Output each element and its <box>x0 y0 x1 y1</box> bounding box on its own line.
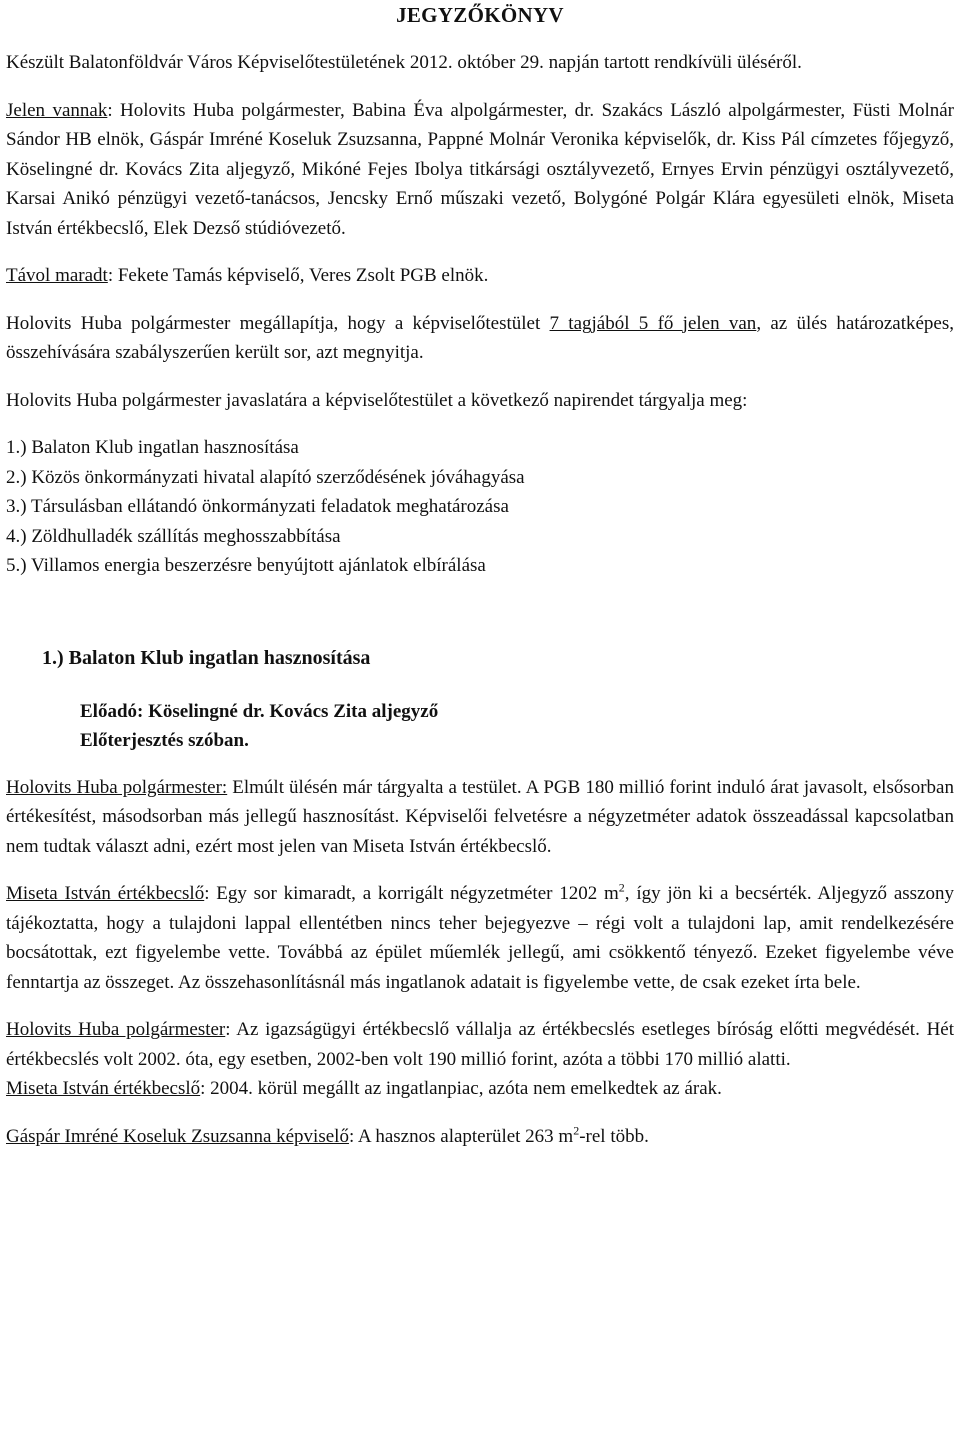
agenda-item: 1.) Balaton Klub ingatlan hasznosítása <box>6 437 299 458</box>
section-presenter: Előadó: Köselingné dr. Kovács Zita aljegyző <box>80 700 439 722</box>
section-title: 1.) Balaton Klub ingatlan hasznosítása <box>42 646 371 669</box>
document-title: JEGYZŐKÖNYV <box>396 3 564 27</box>
speech-text: , így jön ki a becsérték. Aljegyző asszony tájékoztatta, hogy a tulajdoni lappal ellentétben nincs teher bejegyezve – régi volt a tulajdoni lap, amit rendelkezésére bocsátottak, ezt figyelembe vette. Továbbá az épület műemlék jellegű, ami csökkentő tényező. Ezeket figyelembe véve fenntartja az összeget. Az összehasonlításnál más ingatlanok adatait is figyelembe vette, de csak ezeket írta bele. <box>6 883 954 993</box>
speech-paragraph <box>6 1122 954 1152</box>
spacer <box>6 997 954 1015</box>
absent-paragraph <box>6 261 954 291</box>
speaker-name: Holovits Huba polgármester: <box>6 776 228 798</box>
speech-paragraph <box>6 1015 954 1074</box>
speaker-name: Miseta István értékbecslő <box>6 1078 201 1099</box>
spacer <box>6 291 954 309</box>
spacer <box>6 581 954 643</box>
agenda-item: 5.) Villamos energia beszerzésre benyújtott ajánlatok elbírálása <box>6 555 486 576</box>
absent-label: Távol maradt <box>6 265 108 286</box>
superscript: 2 <box>618 880 625 895</box>
agenda-item: 2.) Közös önkormányzati hivatal alapító szerződésének jóváhagyása <box>6 466 525 488</box>
quorum-before: Holovits Huba polgármester megállapítja, hogy a képviselőtestület <box>6 312 550 334</box>
speech-text: : Az igazságügyi értékbecslő vállalja az értékbecslés esetleges bíróság előtti megvédését. Hét értékbecslés volt 2002. óta, egy esetben, 2002-ben volt 190 millió forint, azóta a többi 170 millió alatti. <box>6 1019 954 1070</box>
absent-text: : Fekete Tamás képviselő, Veres Zsolt PGB elnök. <box>107 265 489 286</box>
agenda-list <box>6 433 954 581</box>
quorum-count: 7 tagjából 5 fő jelen van <box>549 312 757 334</box>
agenda-item: 4.) Zöldhulladék szállítás meghosszabbítása <box>6 525 341 547</box>
quorum-paragraph <box>6 309 954 368</box>
speech-text: -rel több. <box>579 1125 649 1147</box>
agenda-intro: Holovits Huba polgármester javaslatára a képviselőtestület a következő napirendet tárgyalja meg: <box>6 389 748 411</box>
agenda-item: 3.) Társulásban ellátandó önkormányzati feladatok meghatározása <box>6 496 509 517</box>
speech-paragraph <box>6 1074 954 1104</box>
spacer <box>6 368 954 386</box>
section-mode: Előterjesztés szóban. <box>80 729 249 751</box>
speech-text: : A hasznos alapterület 263 m <box>348 1125 574 1147</box>
speech-text: Elmúlt ülésén már tárgyalta a testület. A PGB 180 millió forint induló árat javasolt, elsősorban értékesítést, másodsorban más jellegű hasznosítást. Képviselői felvetésre a négyzetméter adatok összeadással kapcsolatban nem tudtak választ adni, ezért most jelen van Miseta István értékbecslő. <box>6 776 954 857</box>
quorum-after: , az ülés határozatképes, összehívására szabályszerűen került sor, azt megnyitja. <box>6 312 954 363</box>
spacer <box>6 243 954 261</box>
spacer <box>6 1104 954 1122</box>
spacer <box>6 78 954 96</box>
present-text: : Holovits Huba polgármester, Babina Éva alpolgármester, dr. Szakács László alpolgármester, Füsti Molnár Sándor HB elnök, Gáspár Imréné Koseluk Zsuzsanna, Pappné Molnár Veronika képviselők, dr. Kiss Pál címzetes főjegyző, Köselingné dr. Kovács Zita aljegyző, Mikóné Fejes Ibolya titkársági osztályvezető, Ernyes Ervin pénzügyi osztályvezető, Karsai Anikó pénzügyi vezető-tanácsos, Jencsky Ernő műszaki vezető, Bolygóné Polgár Klára egyesületi elnök, Miseta István értékbecslő, Elek Dezső stúdióvezető. <box>6 99 954 239</box>
speech-text: : 2004. körül megállt az ingatlanpiac, azóta nem emelkedtek az árak. <box>200 1078 722 1099</box>
spacer <box>6 755 954 773</box>
speaker-name: Gáspár Imréné Koseluk Zsuzsanna képviselő <box>6 1125 349 1147</box>
spacer <box>6 28 954 48</box>
present-paragraph <box>6 96 954 244</box>
present-label: Jelen vannak <box>6 99 108 121</box>
spacer <box>6 861 954 879</box>
speaker-name: Holovits Huba polgármester <box>6 1019 226 1040</box>
speech-paragraph <box>6 879 954 997</box>
speech-paragraph <box>6 773 954 862</box>
speaker-name: Miseta István értékbecslő <box>6 883 205 904</box>
spacer <box>6 415 954 433</box>
spacer <box>6 673 954 697</box>
speech-text: : Egy sor kimaradt, a korrigált négyzetméter 1202 m <box>204 883 619 904</box>
intro-paragraph: Készült Balatonföldvár Város Képviselőtestületének 2012. október 29. napján tartott rendkívüli üléséről. <box>6 52 802 73</box>
superscript: 2 <box>573 1123 580 1138</box>
